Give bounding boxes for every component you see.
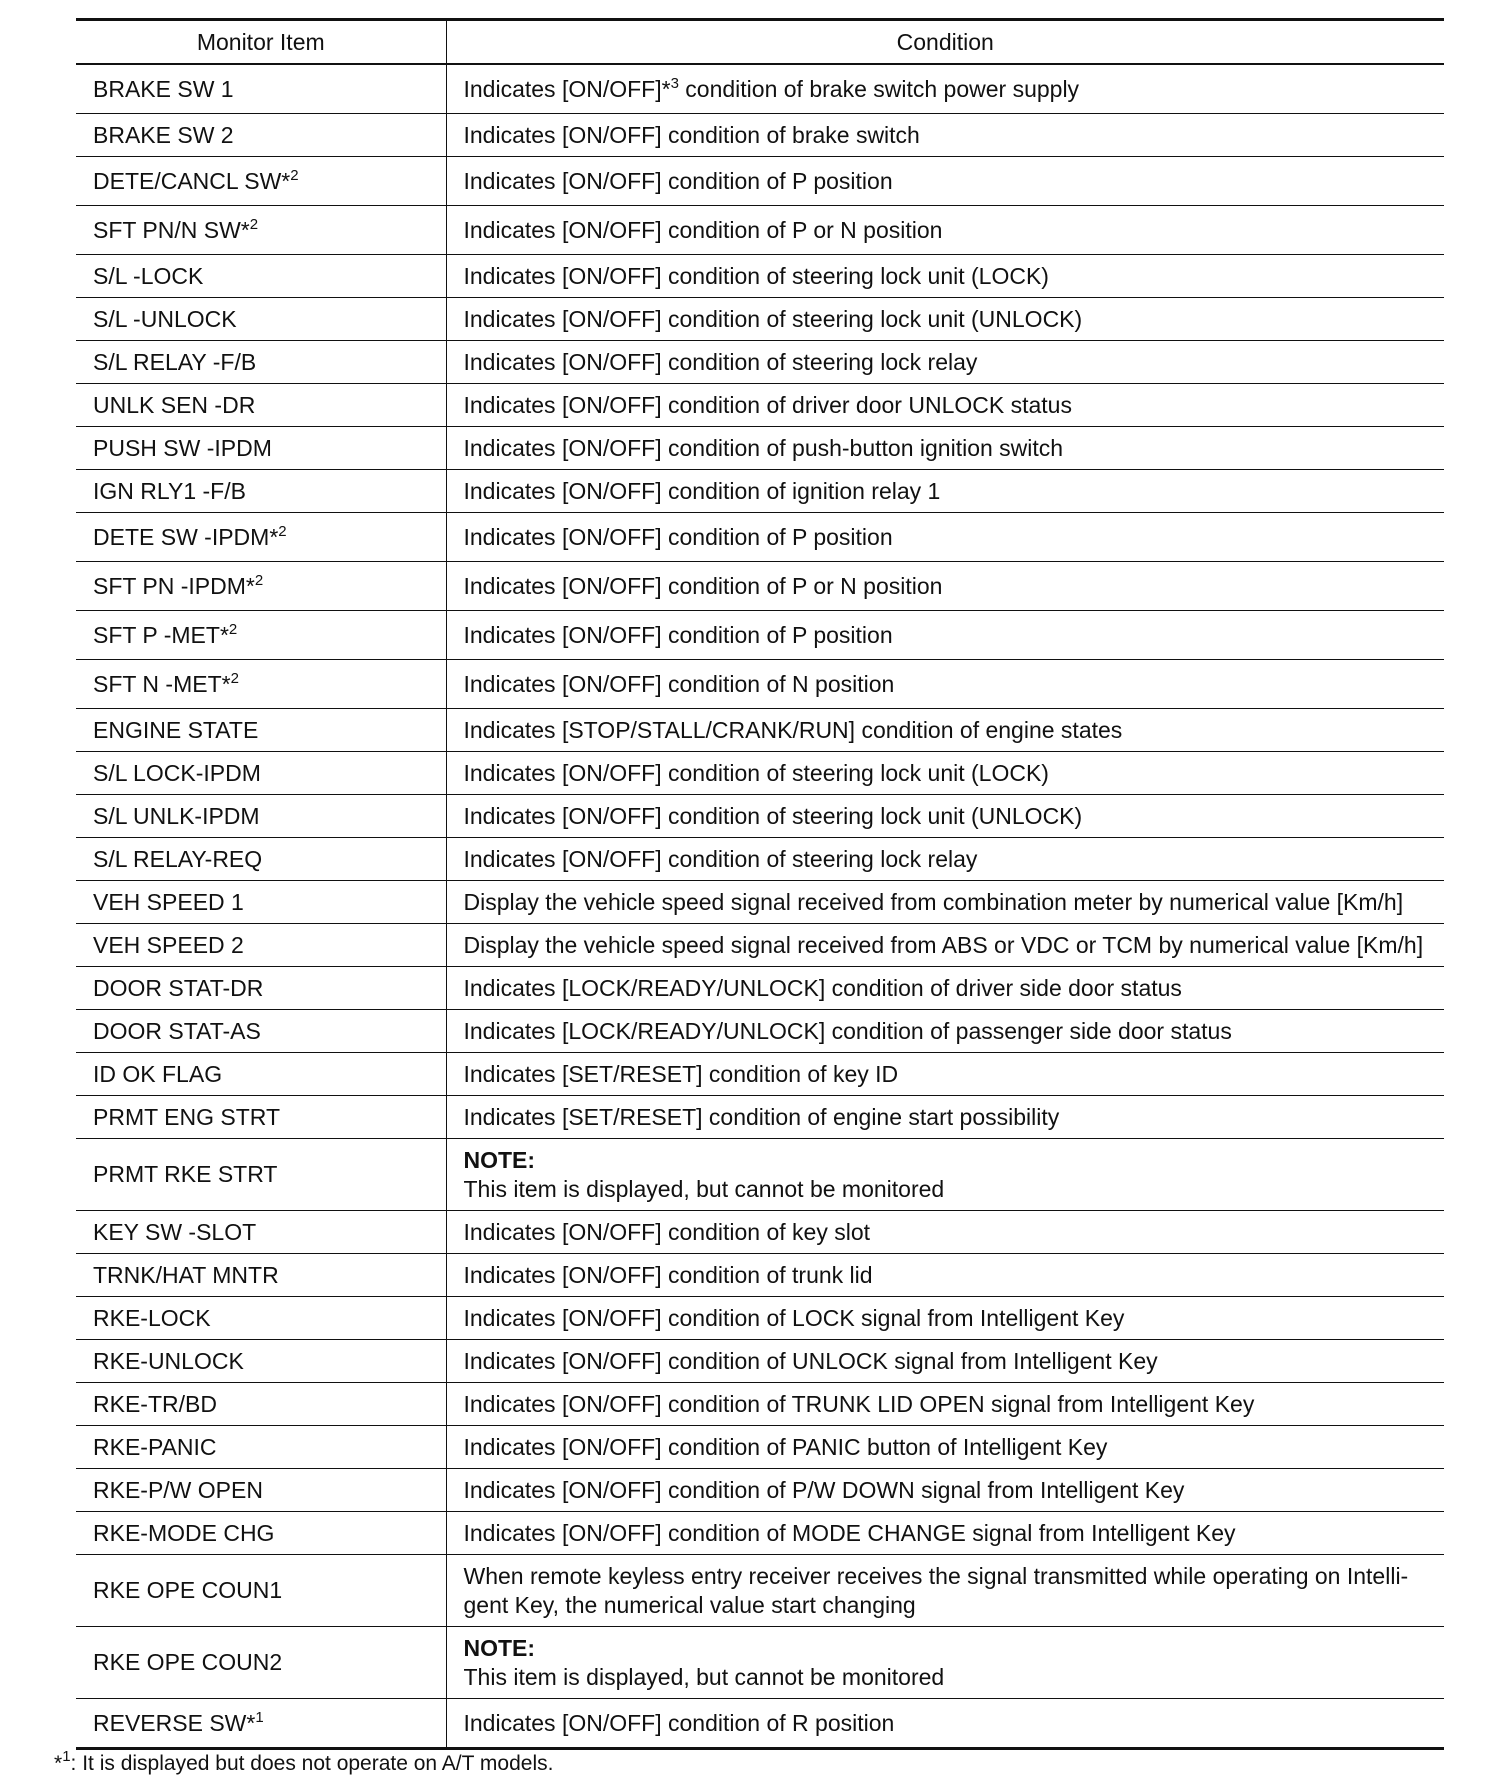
monitor-item-label: S/L -LOCK [93, 262, 204, 289]
monitor-item-label: REVERSE SW* [93, 1709, 256, 1736]
condition-text: Indicates [ON/OFF] condition of brake switch [463, 121, 920, 148]
item-footnote-ref: 2 [290, 166, 299, 184]
condition-text: Indicates [ON/OFF] condition of trunk lid [463, 1261, 873, 1288]
monitor-item-label: BRAKE SW 1 [93, 75, 234, 102]
monitor-item-cell [76, 967, 446, 1010]
condition-cell [446, 1699, 1444, 1749]
monitor-item-label: RKE-LOCK [93, 1304, 211, 1331]
monitor-item-cell [76, 660, 446, 709]
condition-cell [446, 1555, 1444, 1627]
condition-text: Display the vehicle speed signal received from ABS or VDC or TCM by numerical value [Km/h] [463, 931, 1424, 958]
header-monitor-item: Monitor Item [76, 20, 446, 65]
monitor-item-label: RKE-MODE CHG [93, 1519, 275, 1546]
table-row [76, 838, 1444, 881]
monitor-item-label: SFT N -MET* [93, 670, 231, 697]
footnote-text: : It is displayed but does not operate on A/T models. [70, 1752, 554, 1775]
monitor-item-cell [76, 206, 446, 255]
table-row [76, 562, 1444, 611]
table-row [76, 470, 1444, 513]
condition-cell [446, 562, 1444, 611]
table-row [76, 660, 1444, 709]
condition-cell [446, 64, 1444, 114]
note-label: NOTE: [463, 1634, 536, 1661]
condition-cell [446, 1096, 1444, 1139]
condition-text: Indicates [ON/OFF] condition of P position [463, 621, 893, 648]
item-footnote-ref: 2 [254, 571, 264, 589]
table-row [76, 255, 1444, 298]
table-row [76, 1053, 1444, 1096]
condition-text: Indicates [ON/OFF] condition of steering lock unit (LOCK) [463, 759, 1049, 786]
monitor-item-label: S/L RELAY-REQ [93, 845, 263, 872]
monitor-item-label: BRAKE SW 2 [93, 121, 234, 148]
condition-cell [446, 1139, 1444, 1211]
monitor-item-label: SFT P -MET* [93, 621, 229, 648]
condition-cell [446, 427, 1444, 470]
condition-cell [446, 1010, 1444, 1053]
table-row [76, 1383, 1444, 1426]
condition-text: Indicates [ON/OFF] condition of driver door UNLOCK status [463, 391, 1072, 418]
table-row [76, 1555, 1444, 1627]
condition-text: Indicates [ON/OFF] condition of key slot [463, 1218, 870, 1245]
condition-text: Indicates [ON/OFF] condition of ignition relay 1 [463, 477, 941, 504]
table-row [76, 1340, 1444, 1383]
table-row [76, 709, 1444, 752]
monitor-item-label: RKE OPE COUN2 [93, 1649, 283, 1676]
monitor-item-label: DOOR STAT-DR [93, 974, 264, 1001]
monitor-item-cell [76, 427, 446, 470]
condition-cell [446, 1053, 1444, 1096]
condition-cell [446, 660, 1444, 709]
table-row [76, 611, 1444, 660]
table-row [76, 1426, 1444, 1469]
monitor-item-label: PRMT ENG STRT [93, 1103, 280, 1130]
monitor-item-label: VEH SPEED 1 [93, 888, 244, 915]
monitor-item-cell [76, 1555, 446, 1627]
condition-cell [446, 114, 1444, 157]
table-row [76, 1297, 1444, 1340]
monitor-item-cell [76, 64, 446, 114]
condition-text: Indicates [ON/OFF] condition of LOCK signal from Intelligent Key [463, 1304, 1125, 1331]
condition-cell [446, 709, 1444, 752]
condition-text: Indicates [ON/OFF] condition of R position [463, 1709, 895, 1736]
table-row [76, 1254, 1444, 1297]
condition-text: Indicates [ON/OFF]* [463, 75, 671, 102]
monitor-item-cell [76, 255, 446, 298]
condition-text: Indicates [ON/OFF] condition of steering lock relay [463, 845, 978, 872]
condition-cell [446, 1383, 1444, 1426]
monitor-item-cell [76, 838, 446, 881]
condition-cell [446, 881, 1444, 924]
condition-cell [446, 1426, 1444, 1469]
monitor-item-cell [76, 513, 446, 562]
condition-text: Indicates [ON/OFF] condition of steering lock unit (UNLOCK) [463, 305, 1083, 332]
table-row [76, 384, 1444, 427]
item-footnote-ref: 2 [230, 669, 239, 687]
monitor-item-cell [76, 1297, 446, 1340]
monitor-item-cell [76, 1469, 446, 1512]
table-row [76, 298, 1444, 341]
condition-text: Display the vehicle speed signal received from combination meter by numerical value [Km/h] [463, 888, 1404, 915]
monitor-item-label: ENGINE STATE [93, 716, 259, 743]
monitor-item-label: S/L UNLK-IPDM [93, 802, 260, 829]
note-label: NOTE: [463, 1146, 536, 1173]
monitor-item-label: RKE-P/W OPEN [93, 1476, 263, 1503]
condition-cell [446, 795, 1444, 838]
monitor-item-label: S/L LOCK-IPDM [93, 759, 261, 786]
monitor-item-cell [76, 298, 446, 341]
condition-cell [446, 1340, 1444, 1383]
table-row [76, 1139, 1444, 1211]
table-row [76, 206, 1444, 255]
table-row [76, 881, 1444, 924]
item-footnote-ref: 1 [255, 1708, 264, 1726]
monitor-item-label: SFT PN -IPDM* [93, 572, 255, 599]
table-row [76, 1211, 1444, 1254]
condition-cell [446, 470, 1444, 513]
monitor-item-cell [76, 709, 446, 752]
monitor-item-cell [76, 341, 446, 384]
monitor-item-label: DETE SW -IPDM* [93, 523, 279, 550]
condition-text: Indicates [SET/RESET] condition of engine start possibility [463, 1103, 1060, 1130]
table-row [76, 967, 1444, 1010]
item-footnote-ref: 2 [228, 620, 238, 638]
monitor-item-label: PUSH SW -IPDM [93, 434, 272, 461]
condition-text: Indicates [ON/OFF] condition of P or N position [463, 216, 943, 243]
table-row [76, 114, 1444, 157]
condition-cell [446, 341, 1444, 384]
condition-text-rest: condition of brake switch power supply [678, 75, 1080, 102]
condition-cell [446, 838, 1444, 881]
condition-cell [446, 298, 1444, 341]
table-row [76, 341, 1444, 384]
condition-text: Indicates [LOCK/READY/UNLOCK] condition of passenger side door status [463, 1017, 1232, 1044]
condition-text: This item is displayed, but cannot be monitored [463, 1175, 945, 1202]
condition-cell [446, 752, 1444, 795]
condition-cell [446, 1627, 1444, 1699]
monitor-item-cell [76, 1053, 446, 1096]
condition-cell [446, 1469, 1444, 1512]
condition-cell [446, 611, 1444, 660]
footnote [54, 1748, 554, 1776]
table-row [76, 64, 1444, 114]
condition-text: Indicates [ON/OFF] condition of N position [463, 670, 895, 697]
footnote-number: 1 [62, 1748, 71, 1765]
monitor-item-label: RKE-TR/BD [93, 1390, 217, 1417]
table-row [76, 924, 1444, 967]
condition-cell [446, 924, 1444, 967]
monitor-item-cell [76, 1512, 446, 1555]
monitor-item-cell [76, 562, 446, 611]
monitor-item-cell [76, 1010, 446, 1053]
condition-cell [446, 1297, 1444, 1340]
monitor-item-cell [76, 114, 446, 157]
monitor-item-cell [76, 611, 446, 660]
condition-text: Indicates [ON/OFF] condition of steering lock unit (LOCK) [463, 262, 1049, 289]
table-row [76, 795, 1444, 838]
table-row [76, 427, 1444, 470]
monitor-item-label: IGN RLY1 -F/B [93, 477, 246, 504]
monitor-item-label: VEH SPEED 2 [93, 931, 244, 958]
monitor-item-label: DETE/CANCL SW* [93, 167, 291, 194]
monitor-item-cell [76, 924, 446, 967]
condition-text: Indicates [ON/OFF] condition of P position [463, 523, 893, 550]
table-row [76, 157, 1444, 206]
condition-text: Indicates [STOP/STALL/CRANK/RUN] condition of engine states [463, 716, 1123, 743]
monitor-item-cell [76, 384, 446, 427]
table-header-row [76, 20, 1444, 65]
header-condition: Condition [446, 20, 1444, 65]
condition-text: Indicates [ON/OFF] condition of P/W DOWN signal from Intelligent Key [463, 1476, 1185, 1503]
monitor-item-cell [76, 1254, 446, 1297]
monitor-item-cell [76, 470, 446, 513]
monitor-item-cell [76, 1699, 446, 1749]
table-row [76, 752, 1444, 795]
monitor-item-cell [76, 1096, 446, 1139]
condition-text: Indicates [ON/OFF] condition of UNLOCK signal from Intelligent Key [463, 1347, 1158, 1374]
condition-text: Indicates [ON/OFF] condition of PANIC button of Intelligent Key [463, 1433, 1108, 1460]
condition-text: When remote keyless entry receiver receives the signal transmitted while operating on Intelli-gent Key, the numerical value start changing [463, 1562, 1409, 1618]
footnote-marker: * [54, 1752, 63, 1775]
condition-cell [446, 206, 1444, 255]
monitor-item-cell [76, 1426, 446, 1469]
table-row [76, 1010, 1444, 1053]
condition-text: Indicates [ON/OFF] condition of P position [463, 167, 893, 194]
monitor-item-label: S/L -UNLOCK [93, 305, 237, 332]
monitor-item-label: S/L RELAY -F/B [93, 348, 257, 375]
monitor-item-label: SFT PN/N SW* [93, 216, 250, 243]
condition-cell [446, 1254, 1444, 1297]
monitor-item-cell [76, 881, 446, 924]
condition-footnote-ref: 3 [670, 74, 679, 92]
condition-cell [446, 255, 1444, 298]
monitor-item-cell [76, 795, 446, 838]
monitor-item-cell [76, 1627, 446, 1699]
monitor-item-label: PRMT RKE STRT [93, 1161, 278, 1188]
monitor-item-label: ID OK FLAG [93, 1060, 223, 1087]
table-row [76, 513, 1444, 562]
monitor-item-cell [76, 752, 446, 795]
monitor-item-label: TRNK/HAT MNTR [93, 1261, 279, 1288]
condition-cell [446, 1211, 1444, 1254]
condition-text: Indicates [SET/RESET] condition of key ID [463, 1060, 899, 1087]
monitor-item-label: RKE OPE COUN1 [93, 1577, 283, 1604]
monitor-item-cell [76, 1383, 446, 1426]
condition-text: Indicates [ON/OFF] condition of steering lock unit (UNLOCK) [463, 802, 1083, 829]
monitor-item-cell [76, 1211, 446, 1254]
condition-cell [446, 157, 1444, 206]
table-row [76, 1699, 1444, 1749]
condition-cell [446, 513, 1444, 562]
monitor-item-label: RKE-UNLOCK [93, 1347, 244, 1374]
table-row [76, 1469, 1444, 1512]
monitor-item-label: DOOR STAT-AS [93, 1017, 261, 1044]
monitor-item-table [76, 18, 1444, 1750]
condition-text: Indicates [LOCK/READY/UNLOCK] condition of driver side door status [463, 974, 1182, 1001]
table-row [76, 1512, 1444, 1555]
table-row [76, 1627, 1444, 1699]
condition-cell [446, 384, 1444, 427]
condition-text: Indicates [ON/OFF] condition of steering lock relay [463, 348, 978, 375]
monitor-item-cell [76, 157, 446, 206]
table-row [76, 1096, 1444, 1139]
condition-cell [446, 967, 1444, 1010]
item-footnote-ref: 2 [278, 522, 287, 540]
monitor-item-cell [76, 1139, 446, 1211]
monitor-item-cell [76, 1340, 446, 1383]
item-footnote-ref: 2 [249, 215, 259, 233]
condition-text: Indicates [ON/OFF] condition of P or N position [463, 572, 943, 599]
condition-text: This item is displayed, but cannot be monitored [463, 1663, 945, 1690]
condition-text: Indicates [ON/OFF] condition of MODE CHANGE signal from Intelligent Key [463, 1519, 1236, 1546]
condition-cell [446, 1512, 1444, 1555]
condition-text: Indicates [ON/OFF] condition of push-button ignition switch [463, 434, 1064, 461]
condition-text: Indicates [ON/OFF] condition of TRUNK LID OPEN signal from Intelligent Key [463, 1390, 1255, 1417]
monitor-item-label: KEY SW -SLOT [93, 1218, 257, 1245]
monitor-item-label: RKE-PANIC [93, 1433, 217, 1460]
monitor-item-label: UNLK SEN -DR [93, 391, 256, 418]
